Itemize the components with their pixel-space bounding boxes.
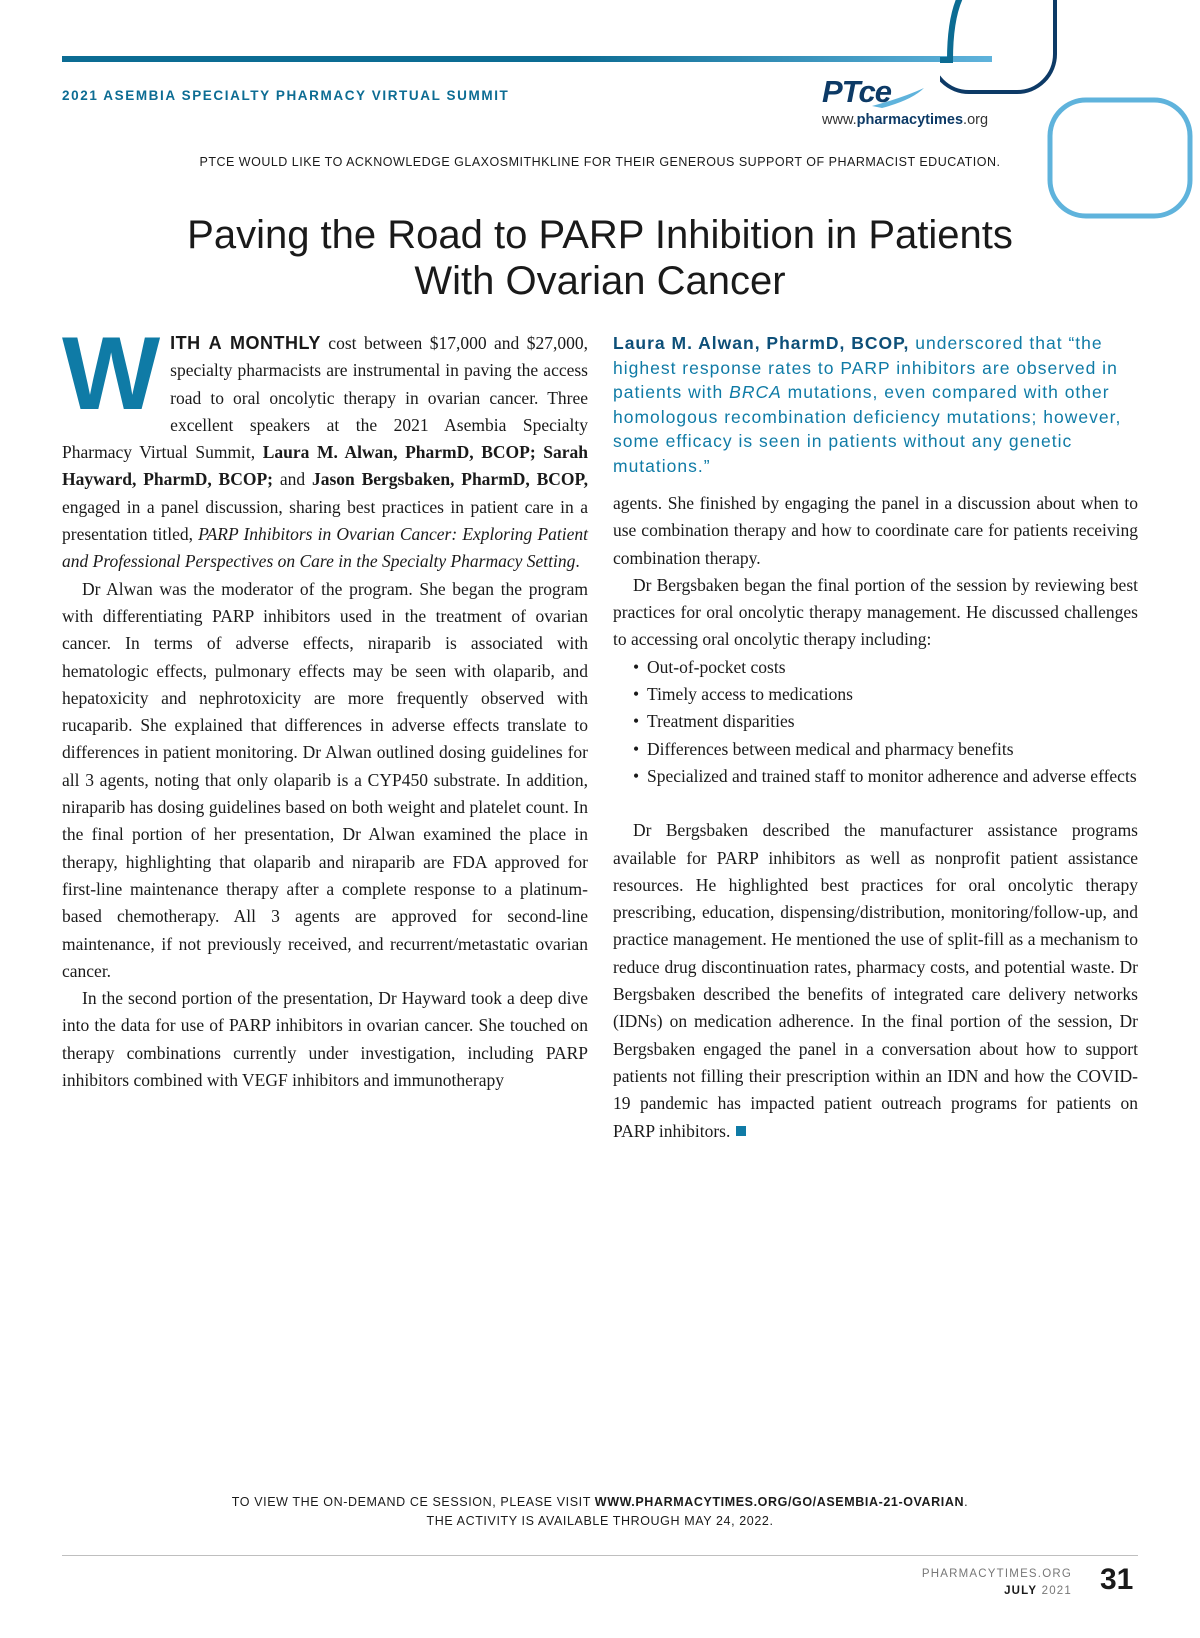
list-item: • Timely access to medications	[633, 681, 1138, 708]
end-mark-icon	[736, 1126, 746, 1136]
paragraph-combination: agents. She finished by engaging the panel in a discussion about when to use combination therapy and how to coordinate care for patients receiving combination therapy.	[613, 493, 1138, 568]
list-item: • Differences between medical and pharmacy benefits	[633, 736, 1138, 763]
paragraph-alwan: Dr Alwan was the moderator of the program. She began the program with differentiating PARP inhibitors used in the treatment of ovarian cancer. In terms of adverse effects, niraparib is associated with hematologic effects, pulmonary effects may be seen with olaparib, and hepatoxicity and nephrotoxicity are more frequently observed with rucaparib. She explained that differences in adverse effects translate to differences in patient monitoring. Dr Alwan outlined dosing guidelines for all 3 agents, noting that only olaparib is a CYP450 substrate. In addition, niraparib has dosing guidelines based on both weight and platelet count. In the final portion of her presentation, Dr Alwan examined the place in therapy, highlighting that olaparib and niraparib are FDA approved for first-line maintenance therapy after a complete response to a platinum-based chemotherapy. All 3 agents are approved for second-line maintenance, if not previously received, and recurrent/metastatic ovarian cancer.	[62, 578, 588, 981]
ptce-logo[interactable]	[822, 74, 1032, 134]
list-item: • Treatment disparities	[633, 708, 1138, 735]
paragraph-hayward: In the second portion of the presentation, Dr Hayward took a deep dive into the data for use of PARP inhibitors in ovarian cancer. She touched on therapy combinations currently under investigation, including PARP inhibitors combined with VEGF inhibitors and immunotherapy	[62, 988, 588, 1091]
title-line-2: With Ovarian Cancer	[414, 259, 786, 303]
list-item: • Out-of-pocket costs	[633, 654, 1138, 681]
quote-speaker: Laura M. Alwan, PharmD, BCOP,	[613, 333, 910, 353]
challenges-list	[633, 654, 1138, 790]
list-item: • Specialized and trained staff to monitor adherence and adverse effects	[633, 763, 1138, 790]
drop-cap: W	[62, 316, 161, 432]
event-name: 2021 ASEMBIA SPECIALTY PHARMACY VIRTUAL SUMMIT	[62, 88, 510, 103]
title-line-1: Paving the Road to PARP Inhibition in Patients	[187, 213, 1013, 257]
acknowledgment: PTCE WOULD LIKE TO ACKNOWLEDGE GLAXOSMITHKLINE FOR THEIR GENEROUS SUPPORT OF PHARMACIST EDUCATION.	[199, 155, 1001, 169]
logo-mark: PTce	[822, 74, 891, 109]
paragraph-assistance: Dr Bergsbaken described the manufacturer assistance programs available for PARP inhibitors as well as nonprofit patient assistance resources. He highlighted best practices for oral oncolytic therapy prescribing, education, dispensing/distribution, monitoring/follow-up, and practice management. He mentioned the use of split-fill as a mechanism to reduce drug discontinuation rates, pharmacy costs, and potential waste. Dr Bergsbaken described the benefits of integrated care delivery networks (IDNs) on medication adherence. In the final portion of the session, Dr Bergsbaken engaged the panel in a conversation about how to support patients not filling their prescription within an IDN and how the COVID-19 pandemic has impacted patient outreach programs for patients on PARP inhibitors.	[613, 820, 1138, 1141]
paragraph-bergsbaken-intro: Dr Bergsbaken began the final portion of the session by reviewing best practices for oral oncolytic therapy management. He discussed challenges to accessing oral oncolytic therapy including:	[613, 574, 1138, 650]
session-link[interactable]: WWW.PHARMACYTIMES.ORG/GO/ASEMBIA-21-OVARIAN	[594, 1495, 965, 1509]
left-column	[62, 316, 589, 1094]
footer-rule	[62, 1555, 1138, 1556]
page-number: 31	[1100, 1563, 1134, 1596]
lead-in: ITH A MONTHLY	[170, 333, 321, 353]
swoosh-icon	[862, 80, 952, 110]
availability-note: THE ACTIVITY IS AVAILABLE THROUGH MAY 24, 2022.	[426, 1514, 774, 1528]
footer-note: TO VIEW THE ON-DEMAND CE SESSION, PLEASE VISIT WWW.PHARMACYTIMES.ORG/GO/ASEMBIA-21-OVARIAN. THE ACTIVITY IS AVAILABLE THROUGH MAY 24, 2022.	[0, 1493, 1200, 1531]
header-rule	[62, 56, 992, 62]
publication-site: PHARMACYTIMES.ORG	[921, 1568, 1072, 1580]
issue-date: JULY 2021	[1004, 1585, 1072, 1597]
logo-url: www.pharmacytimes.org	[822, 112, 989, 128]
intro-paragraph: WITH A MONTHLY cost between $17,000 and $27,000, specialty pharmacists are instrumental in paving the access road to oral oncolytic therapy in ovarian cancer. Three excellent speakers at the 2021 Asembia Specialty Pharmacy Virtual Summit, Laura M. Alwan, PharmD, BCOP; Sarah Hayward, PharmD, BCOP; and Jason Bergsbaken, PharmD, BCOP, engaged in a panel discussion, sharing best practices in patient care in a presentation titled, PARP Inhibitors in Ovarian Cancer: Exploring Patient and Professional Perspectives on Care in the Specialty Pharmacy Setting.	[62, 316, 589, 572]
article-title	[0, 212, 1200, 304]
right-column	[613, 490, 1138, 1145]
pull-quote: Laura M. Alwan, PharmD, BCOP, underscored that “the highest response rates to PARP inhibitors are observed in patients with BRCA mutations, even compared with other homologous recombination deficiency mutations; however, some efficacy is seen in patients without any genetic mutations.”	[613, 333, 1122, 476]
